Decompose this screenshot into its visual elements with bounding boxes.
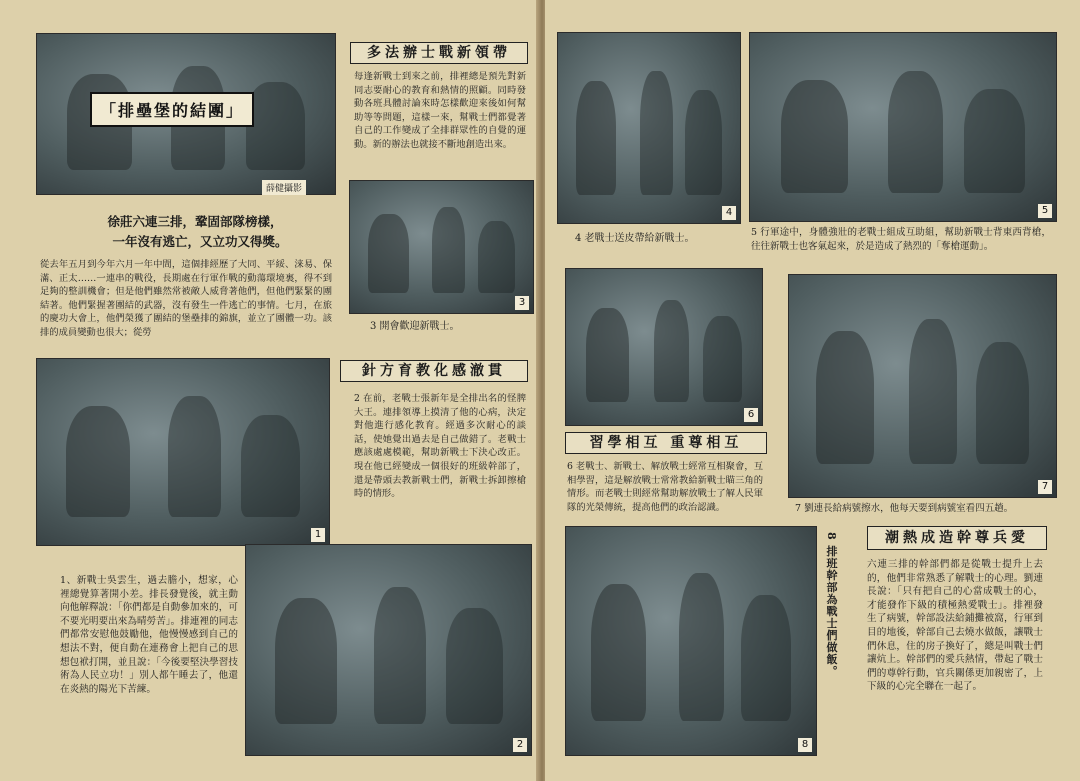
photo-8-cooking: 8 xyxy=(565,526,817,756)
newsoldier-article: 每逢新戰士到來之前，排裡總是預先對新同志要耐心的教育和熱情的照顧。同時發動各班具體討論來時怎樣歡迎來後如何幫助等等問題，這樣一來，幫戰士們都覺著自己的工作變成了全排群眾性的自覺的運動。新的辦法也就接不斷地創造出來。 xyxy=(354,71,526,150)
caption-8-vertical: 8 排班幹部為戰士們做飯。 xyxy=(825,532,838,678)
love-soldiers-heading: 潮熱成造幹尊兵愛 xyxy=(867,526,1047,550)
caption-5: 5 行軍途中，身體強壯的老戰士組成互助組，幫助新戰士背東西背槍，往往新戰士也客氣起來，於是造成了熱烈的「奪槍運動」。 xyxy=(751,227,1051,252)
photo-1-practice: 1 xyxy=(36,358,330,546)
right-page xyxy=(545,0,1080,781)
caption-1-article: 1、新戰士吳雲生，過去膽小，想家，心裡總覺算著開小差。排長發覺後，就主動向他解釋說：「你們都是自動參加來的，可不要光明要出來為晴勞苦」。排連裡的同志們都常安慰他鼓勵他，他慢慢感到自己的想法不對，便自動在連務會上把自己的思想包袱打開，並且說：「今後要堅決學習技術為人民立功！」別人都午睡去了，他還在炎熱的陽光下苦練。 xyxy=(60,575,238,695)
caption-4: 4 老戰士送皮帶給新戰士。 xyxy=(575,233,695,244)
intro-article: 從去年五月到今年六月一年中間，這個排經歷了大同、平綏、涞易、保滿、正太……一連串的戰役，長期處在行軍作戰的動蕩環境裏，得不到足夠的整訓機會；但是他們雖然常被敵人威脅著他們，但他們緊緊的團結著。他們緊握著團結的武器，沒有發生一件逃亡的事情。七月，在旅的慶功大會上，他們榮獲了團結的堡壘排的錦旗，並立了團體一功。該排的成員變動也很大；從勞 xyxy=(40,259,332,338)
photo-3-welcome-meeting: 3 xyxy=(349,180,534,314)
caption-7: 7 劉連長給病號擦水，他每天要到病號室看四五趟。 xyxy=(795,503,1014,514)
photo-2-rifle-cleaning: 2 xyxy=(245,544,532,756)
photo-7-sick-care: 7 xyxy=(788,274,1057,498)
photo-6-training: 6 xyxy=(565,268,763,426)
education-heading: 針方育教化感澈貫 xyxy=(340,360,528,382)
page-subtitle-line2: 一年沒有逃亡，又立功又得獎。 xyxy=(112,234,288,249)
page-subtitle-line1: 徐莊六連三排，鞏固部隊榜樣， xyxy=(107,214,283,229)
photo-5-march: 5 xyxy=(749,32,1057,222)
photo-4-belt-gift: 4 xyxy=(557,32,741,224)
education-article: 2 在前，老戰士張新年是全排出名的怪脾大王。連排領導上摸清了他的心病，決定對他進行感化教育。經過多次耐心的談話，使她覺出過去是自己做錯了。老戰士應該處處模範，幫助新戰士下決心改正。現在他已經變成一個很好的班級幹部了，還是帶頭去教新戰士們，新戰士拆卸擦槍時的情形。 xyxy=(354,393,526,500)
photo-credit: 薛健攝影 xyxy=(262,180,306,195)
mutual-respect-article: 6 老戰士、新戰士、解放戰士經常互相聚會，互相學習，這是解放戰士常常教給新戰士瞄三角的情形。而老戰士則經常幫助解放戰士了解人民軍隊的光榮傳統，提高他們的政治認識。 xyxy=(567,461,763,513)
newsoldier-heading: 多法辦士戰新領帶 xyxy=(350,42,528,64)
love-soldiers-article: 六連三排的幹部們都是從戰士提升上去的，他們非常熟悉了解戰士的心理。劉連長說：「只有把自己的心當成戰士的心，才能發作下級的積極熱愛戰士」。排裡發生了病號，幹部設法給鋪攤被窩，行軍到目的地後，幹部自己去燒水做飯，讓戰士們休息，住的房子換好了，總是叫戰士們讓炕上。幹部們的愛兵熱情，帶起了戰士們的尊幹行動，官兵關係更加親密了，上下級的心完全聯在一起了。 xyxy=(867,559,1043,693)
caption-3: 3 開會歡迎新戰士。 xyxy=(370,321,460,332)
group-banner-title: 「排壘堡的結團」 xyxy=(90,92,254,127)
mutual-respect-heading: 習學相互 重尊相互 xyxy=(565,432,767,454)
